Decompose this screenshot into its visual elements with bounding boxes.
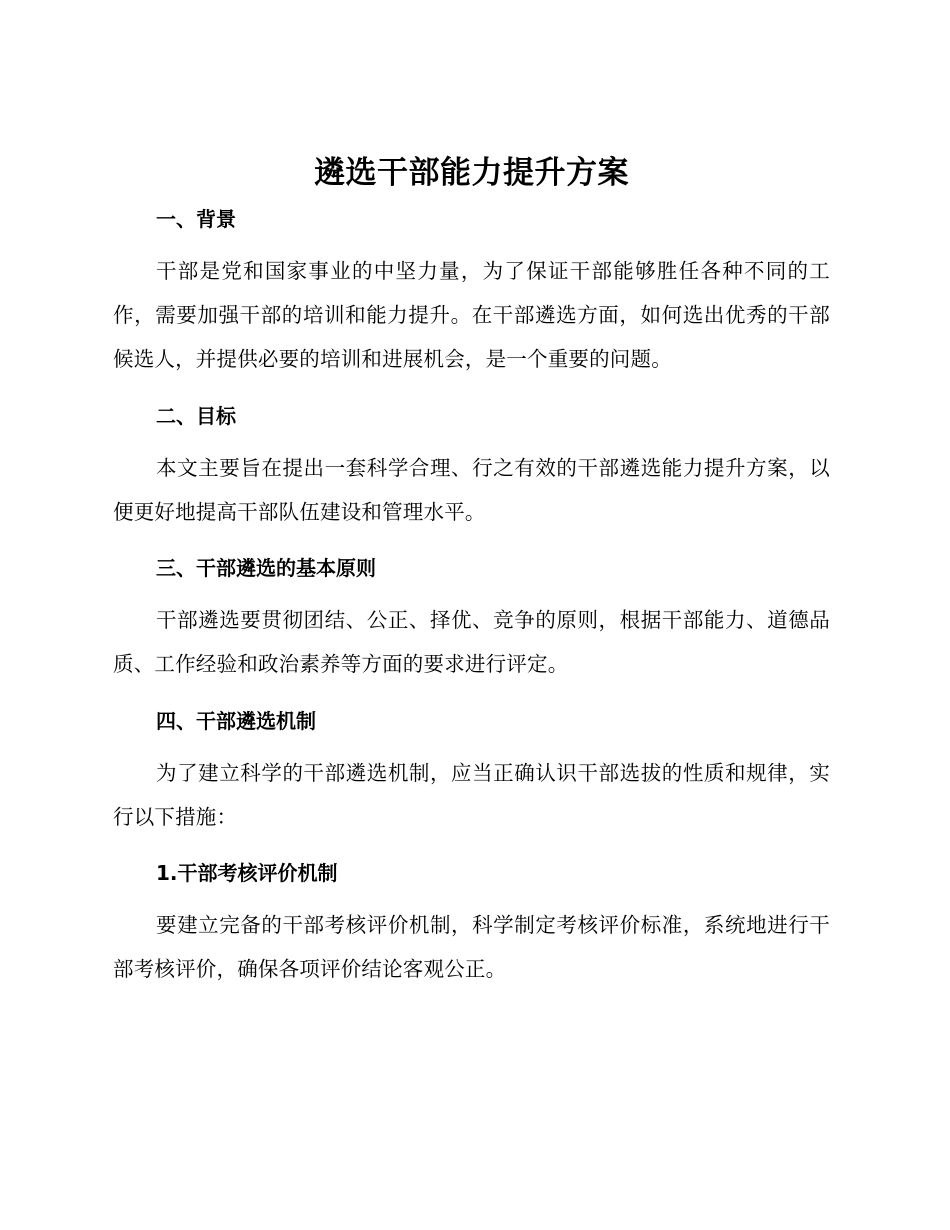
section-heading-mechanism: 四、干部遴选机制: [156, 709, 316, 733]
section-heading-background: 一、背景: [156, 207, 236, 231]
section-paragraph-principles: 干部遴选要贯彻团结、公正、择优、竞争的原则，根据干部能力、道德品质、工作经验和政治素养等方面的要求进行评定。: [113, 608, 830, 676]
section-paragraph-goal: 本文主要旨在提出一套科学合理、行之有效的干部遴选能力提升方案，以便更好地提高干部队伍建设和管理水平。: [113, 456, 830, 524]
section-heading-principles: 三、干部遴选的基本原则: [156, 556, 376, 580]
subsection-paragraph-evaluation: 要建立完备的干部考核评价机制，科学制定考核评价标准，系统地进行干部考核评价，确保各项评价结论客观公正。: [113, 913, 830, 981]
section-paragraph-mechanism: 为了建立科学的干部遴选机制，应当正确认识干部选拔的性质和规律，实行以下措施：: [113, 761, 830, 829]
subsection-heading-evaluation: 1.干部考核评价机制: [156, 861, 338, 885]
document-body: [113, 145, 830, 991]
section-paragraph-background: 干部是党和国家事业的中坚力量，为了保证干部能够胜任各种不同的工作，需要加强干部的培训和能力提升。在干部遴选方面，如何选出优秀的干部候选人，并提供必要的培训和进展机会，是一个重要的问题。: [113, 259, 830, 371]
section-heading-goal: 二、目标: [156, 404, 236, 428]
document-title: 遴选干部能力提升方案: [314, 155, 629, 191]
